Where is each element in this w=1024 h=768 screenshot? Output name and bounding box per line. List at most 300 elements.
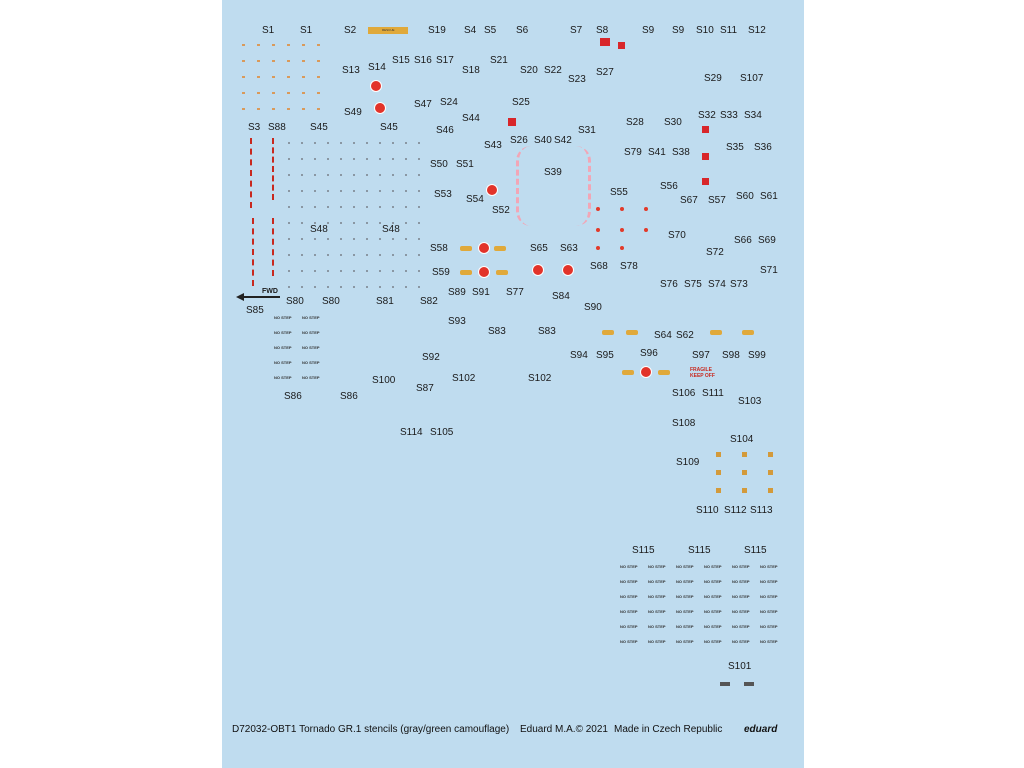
- label-s3: S3: [248, 122, 261, 133]
- label-s56: S56: [660, 181, 678, 192]
- s45-decal: [379, 142, 381, 144]
- s45-decal: [366, 222, 368, 224]
- s45-decal: [288, 286, 290, 288]
- s45-decal: [418, 286, 420, 288]
- s45-decal: [405, 142, 407, 144]
- label-s111: S111: [702, 388, 724, 399]
- badge-decal: [478, 266, 490, 278]
- s1-decal: [257, 108, 260, 110]
- s45-decal: [366, 254, 368, 256]
- label-s71: S71: [760, 265, 778, 276]
- s45-decal: [366, 174, 368, 176]
- s45-decal: [392, 190, 394, 192]
- s45-decal: [379, 286, 381, 288]
- label-s67: S67: [680, 195, 698, 206]
- no-step-decal: NO STEP: [704, 609, 722, 614]
- label-s68: S68: [590, 261, 608, 272]
- no-step-decal: NO STEP: [302, 315, 320, 320]
- s45-decal: [353, 254, 355, 256]
- s45-decal: [301, 174, 303, 176]
- badge-decal: [486, 184, 498, 196]
- wing-decal: [460, 270, 472, 275]
- no-step-decal: NO STEP: [732, 624, 750, 629]
- no-step-decal: NO STEP: [648, 609, 666, 614]
- label-s27: S27: [596, 67, 614, 78]
- s45-decal: [379, 206, 381, 208]
- no-step-decal: NO STEP: [732, 579, 750, 584]
- label-s62: S62: [676, 330, 694, 341]
- label-s45: S45: [380, 122, 398, 133]
- label-s109: S109: [676, 457, 700, 468]
- label-s115: S115: [632, 545, 655, 556]
- badge-decal: [562, 264, 574, 276]
- s45-decal: [405, 270, 407, 272]
- decal-sheet: [222, 0, 804, 768]
- s1-decal: [242, 60, 245, 62]
- label-s50: S50: [430, 159, 448, 170]
- s45-decal: [353, 158, 355, 160]
- label-s49: S49: [344, 107, 362, 118]
- label-s84: S84: [552, 291, 570, 302]
- label-s91: S91: [472, 287, 490, 298]
- s45-decal: [301, 222, 303, 224]
- s1-decal: [317, 60, 320, 62]
- s45-decal: [327, 286, 329, 288]
- no-step-decal: NO STEP: [302, 345, 320, 350]
- no-step-decal: NO STEP: [620, 624, 638, 629]
- warning-square-decal: [702, 178, 709, 185]
- s45-decal: [405, 222, 407, 224]
- s45-decal: [314, 206, 316, 208]
- warning-square-decal: [702, 126, 709, 133]
- s45-decal: [392, 254, 394, 256]
- s45-decal: [288, 254, 290, 256]
- s45-decal: [340, 190, 342, 192]
- s45-decal: [405, 238, 407, 240]
- s45-decal: [288, 222, 290, 224]
- s45-decal: [366, 190, 368, 192]
- label-s23: S23: [568, 74, 586, 85]
- s45-decal: [340, 286, 342, 288]
- label-s41: S41: [648, 147, 666, 158]
- s45-decal: [340, 238, 342, 240]
- no-step-decal: NO STEP: [732, 639, 750, 644]
- s1-decal: [287, 92, 290, 94]
- label-s17: S17: [436, 55, 454, 66]
- label-s9: S9: [642, 25, 655, 36]
- label-s48: S48: [382, 224, 400, 235]
- no-step-decal: NO STEP: [760, 594, 778, 599]
- label-s102: S102: [452, 373, 476, 384]
- s45-decal: [405, 174, 407, 176]
- s45-decal: [392, 238, 394, 240]
- s45-decal: [366, 206, 368, 208]
- s3-red-line-decal: [252, 218, 258, 286]
- s45-decal: [392, 270, 394, 272]
- s1-decal: [287, 76, 290, 78]
- s45-decal: [301, 190, 303, 192]
- red-dot-decal: [620, 228, 624, 232]
- wing-decal: [602, 330, 614, 335]
- label-s28: S28: [626, 117, 644, 128]
- no-step-decal: NO STEP: [704, 579, 722, 584]
- no-step-decal: NO STEP: [648, 564, 666, 569]
- s45-decal: [392, 206, 394, 208]
- label-s86: S86: [284, 391, 302, 402]
- s45-decal: [405, 158, 407, 160]
- label-s29: S29: [704, 73, 722, 84]
- brand-logo: eduard: [744, 724, 778, 735]
- label-s88: S88: [268, 122, 286, 133]
- s45-decal: [340, 158, 342, 160]
- s88-red-line-decal: [272, 218, 278, 276]
- label-s90: S90: [584, 302, 602, 313]
- s1-decal: [257, 44, 260, 46]
- s45-decal: [340, 222, 342, 224]
- wing-decal: [460, 246, 472, 251]
- s45-decal: [301, 206, 303, 208]
- no-step-decal: NO STEP: [760, 624, 778, 629]
- s104-decal: [768, 452, 773, 457]
- s45-decal: [340, 254, 342, 256]
- label-s87: S87: [416, 383, 434, 394]
- no-step-decal: NO STEP: [760, 579, 778, 584]
- fragile-text: FRAGILE: [690, 367, 712, 373]
- label-s40: S40: [534, 135, 552, 146]
- s104-decal: [768, 488, 773, 493]
- label-s31: S31: [578, 125, 596, 136]
- s45-decal: [418, 206, 420, 208]
- label-s74: S74: [708, 279, 726, 290]
- s45-decal: [379, 158, 381, 160]
- label-s10: S10: [696, 25, 714, 36]
- label-s76: S76: [660, 279, 678, 290]
- s104-decal: [742, 488, 747, 493]
- label-s70: S70: [668, 230, 686, 241]
- label-s60: S60: [736, 191, 754, 202]
- origin-text: Made in Czech Republic: [614, 724, 723, 735]
- label-s33: S33: [720, 110, 738, 121]
- no-step-decal: NO STEP: [648, 579, 666, 584]
- label-s16: S16: [414, 55, 432, 66]
- s45-decal: [340, 174, 342, 176]
- label-s107: S107: [740, 73, 764, 84]
- fwd-arrow-line: [240, 296, 280, 298]
- s1-decal: [272, 76, 275, 78]
- label-s35: S35: [726, 142, 744, 153]
- label-s64: S64: [654, 330, 672, 341]
- s45-decal: [301, 238, 303, 240]
- rescue-arrow-decal: [368, 27, 408, 34]
- s45-decal: [353, 190, 355, 192]
- label-s26: S26: [510, 135, 528, 146]
- label-s104: S104: [730, 434, 754, 445]
- label-s77: S77: [506, 287, 524, 298]
- s1-decal: [317, 76, 320, 78]
- s45-decal: [301, 142, 303, 144]
- label-s99: S99: [748, 350, 766, 361]
- s45-decal: [353, 286, 355, 288]
- s45-decal: [418, 270, 420, 272]
- s45-decal: [314, 174, 316, 176]
- red-dot-decal: [596, 246, 600, 250]
- label-s54: S54: [466, 194, 484, 205]
- label-s5: S5: [484, 25, 497, 36]
- s3-red-line-decal: [250, 138, 256, 208]
- no-step-decal: NO STEP: [704, 594, 722, 599]
- s45-decal: [340, 142, 342, 144]
- s1-decal: [287, 60, 290, 62]
- label-s115: S115: [688, 545, 711, 556]
- s1-decal: [272, 60, 275, 62]
- no-step-decal: NO STEP: [704, 624, 722, 629]
- s45-decal: [379, 190, 381, 192]
- label-s53: S53: [434, 189, 452, 200]
- label-s55: S55: [610, 187, 628, 198]
- warning-square-decal: [508, 118, 516, 126]
- label-s73: S73: [730, 279, 748, 290]
- no-step-decal: NO STEP: [732, 609, 750, 614]
- label-s34: S34: [744, 110, 762, 121]
- s1-decal: [317, 92, 320, 94]
- red-dot-decal: [596, 207, 600, 211]
- label-s79: S79: [624, 147, 642, 158]
- s45-decal: [379, 238, 381, 240]
- s45-decal: [327, 174, 329, 176]
- wing-decal: [742, 330, 754, 335]
- label-s42: S42: [554, 135, 572, 146]
- s1-decal: [272, 108, 275, 110]
- badge-decal: [370, 80, 382, 92]
- s45-decal: [366, 286, 368, 288]
- label-s7: S7: [570, 25, 583, 36]
- badge-decal: [374, 102, 386, 114]
- no-step-decal: NO STEP: [648, 624, 666, 629]
- label-s81: S81: [376, 296, 394, 307]
- label-s83: S83: [538, 326, 556, 337]
- label-s43: S43: [484, 140, 502, 151]
- label-s44: S44: [462, 113, 480, 124]
- s45-decal: [301, 286, 303, 288]
- label-s25: S25: [512, 97, 530, 108]
- wing-decal: [622, 370, 634, 375]
- s39-pink-curve-decal: [576, 146, 591, 226]
- badge-decal: [640, 366, 652, 378]
- s1-decal: [272, 44, 275, 46]
- s1-decal: [317, 108, 320, 110]
- label-s52: S52: [492, 205, 510, 216]
- s1-decal: [302, 108, 305, 110]
- label-s4: S4: [464, 25, 477, 36]
- label-s92: S92: [422, 352, 440, 363]
- s45-decal: [379, 270, 381, 272]
- s45-decal: [353, 222, 355, 224]
- label-s97: S97: [692, 350, 710, 361]
- label-s61: S61: [760, 191, 778, 202]
- badge-decal: [478, 242, 490, 254]
- label-s36: S36: [754, 142, 772, 153]
- no-step-decal: NO STEP: [676, 594, 694, 599]
- s1-decal: [302, 60, 305, 62]
- s45-decal: [353, 206, 355, 208]
- s45-decal: [314, 238, 316, 240]
- label-s51: S51: [456, 159, 474, 170]
- label-s11: S11: [720, 25, 738, 36]
- s45-decal: [340, 206, 342, 208]
- label-s110: S110: [696, 505, 719, 516]
- s1-decal: [287, 108, 290, 110]
- label-s72: S72: [706, 247, 724, 258]
- label-s19: S19: [428, 25, 446, 36]
- s104-decal: [742, 470, 747, 475]
- s45-decal: [366, 238, 368, 240]
- label-s75: S75: [684, 279, 702, 290]
- label-s45: S45: [310, 122, 328, 133]
- label-s94: S94: [570, 350, 588, 361]
- label-s15: S15: [392, 55, 410, 66]
- no-step-decal: NO STEP: [302, 375, 320, 380]
- fwd-arrow-head: [236, 293, 244, 301]
- s1-decal: [257, 92, 260, 94]
- s39-pink-curve-decal: [516, 146, 531, 226]
- wing-decal: [626, 330, 638, 335]
- no-step-decal: NO STEP: [760, 639, 778, 644]
- s45-decal: [418, 222, 420, 224]
- label-s105: S105: [430, 427, 454, 438]
- no-step-decal: NO STEP: [648, 639, 666, 644]
- s45-decal: [353, 238, 355, 240]
- label-s102: S102: [528, 373, 552, 384]
- label-s78: S78: [620, 261, 638, 272]
- label-s1: S1: [262, 25, 275, 36]
- label-s101: S101: [728, 661, 752, 672]
- label-s6: S6: [516, 25, 529, 36]
- s1-decal: [242, 92, 245, 94]
- s45-decal: [327, 142, 329, 144]
- no-step-decal: NO STEP: [274, 330, 292, 335]
- s101-decal: [744, 682, 754, 686]
- s1-decal: [287, 44, 290, 46]
- label-s80: S80: [322, 296, 340, 307]
- s45-decal: [288, 206, 290, 208]
- label-s85: S85: [246, 305, 264, 316]
- label-s108: S108: [672, 418, 696, 429]
- warning-square-decal: [618, 42, 625, 49]
- label-s115: S115: [744, 545, 767, 556]
- label-s103: S103: [738, 396, 762, 407]
- product-title: D72032-OBT1 Tornado GR.1 stencils (gray/green camouflage): [232, 724, 510, 735]
- s45-decal: [418, 238, 420, 240]
- s45-decal: [288, 142, 290, 144]
- label-s20: S20: [520, 65, 538, 76]
- wing-decal: [710, 330, 722, 335]
- s1-decal: [257, 76, 260, 78]
- s45-decal: [301, 254, 303, 256]
- label-s82: S82: [420, 296, 438, 307]
- label-s100: S100: [372, 375, 396, 386]
- s45-decal: [314, 142, 316, 144]
- red-dot-decal: [620, 246, 624, 250]
- label-s114: S114: [400, 427, 423, 438]
- label-s39: S39: [544, 167, 562, 178]
- s45-decal: [418, 190, 420, 192]
- s45-decal: [327, 158, 329, 160]
- label-s38: S38: [672, 147, 690, 158]
- label-s95: S95: [596, 350, 614, 361]
- red-dot-decal: [620, 207, 624, 211]
- label-s47: S47: [414, 99, 432, 110]
- label-s18: S18: [462, 65, 480, 76]
- s104-decal: [716, 488, 721, 493]
- label-s98: S98: [722, 350, 740, 361]
- label-s22: S22: [544, 65, 562, 76]
- s45-decal: [314, 270, 316, 272]
- no-step-decal: NO STEP: [274, 315, 292, 320]
- s104-decal: [742, 452, 747, 457]
- no-step-decal: NO STEP: [676, 609, 694, 614]
- no-step-decal: NO STEP: [732, 564, 750, 569]
- s45-decal: [392, 286, 394, 288]
- s45-decal: [366, 142, 368, 144]
- fwd-text: FWD: [262, 288, 278, 295]
- s45-decal: [366, 270, 368, 272]
- red-dot-decal: [644, 207, 648, 211]
- s45-decal: [301, 158, 303, 160]
- s1-decal: [242, 76, 245, 78]
- s45-decal: [418, 174, 420, 176]
- s45-decal: [418, 158, 420, 160]
- s45-decal: [314, 158, 316, 160]
- badge-decal: [532, 264, 544, 276]
- s45-decal: [288, 174, 290, 176]
- label-s58: S58: [430, 243, 448, 254]
- label-s66: S66: [734, 235, 752, 246]
- s45-decal: [353, 174, 355, 176]
- s45-decal: [314, 254, 316, 256]
- s1-decal: [242, 108, 245, 110]
- no-step-decal: NO STEP: [274, 375, 292, 380]
- label-s2: S2: [344, 25, 357, 36]
- s101-decal: [720, 682, 730, 686]
- s1-decal: [257, 60, 260, 62]
- no-step-decal: NO STEP: [302, 330, 320, 335]
- s45-decal: [405, 206, 407, 208]
- keep-off-text: KEEP OFF: [690, 373, 715, 379]
- s45-decal: [418, 254, 420, 256]
- label-s8: S8: [596, 25, 609, 36]
- no-step-decal: NO STEP: [760, 564, 778, 569]
- label-s106: S106: [672, 388, 696, 399]
- s1-decal: [302, 44, 305, 46]
- label-s63: S63: [560, 243, 578, 254]
- no-step-decal: NO STEP: [676, 639, 694, 644]
- label-s1: S1: [300, 25, 313, 36]
- s45-decal: [405, 286, 407, 288]
- red-dot-decal: [644, 228, 648, 232]
- s45-decal: [379, 222, 381, 224]
- s45-decal: [327, 238, 329, 240]
- no-step-decal: NO STEP: [620, 609, 638, 614]
- s45-decal: [314, 286, 316, 288]
- s45-decal: [314, 190, 316, 192]
- label-s80: S80: [286, 296, 304, 307]
- no-step-decal: NO STEP: [620, 639, 638, 644]
- s45-decal: [353, 270, 355, 272]
- s45-decal: [366, 158, 368, 160]
- label-s21: S21: [490, 55, 508, 66]
- wing-decal: [658, 370, 670, 375]
- no-step-decal: NO STEP: [704, 564, 722, 569]
